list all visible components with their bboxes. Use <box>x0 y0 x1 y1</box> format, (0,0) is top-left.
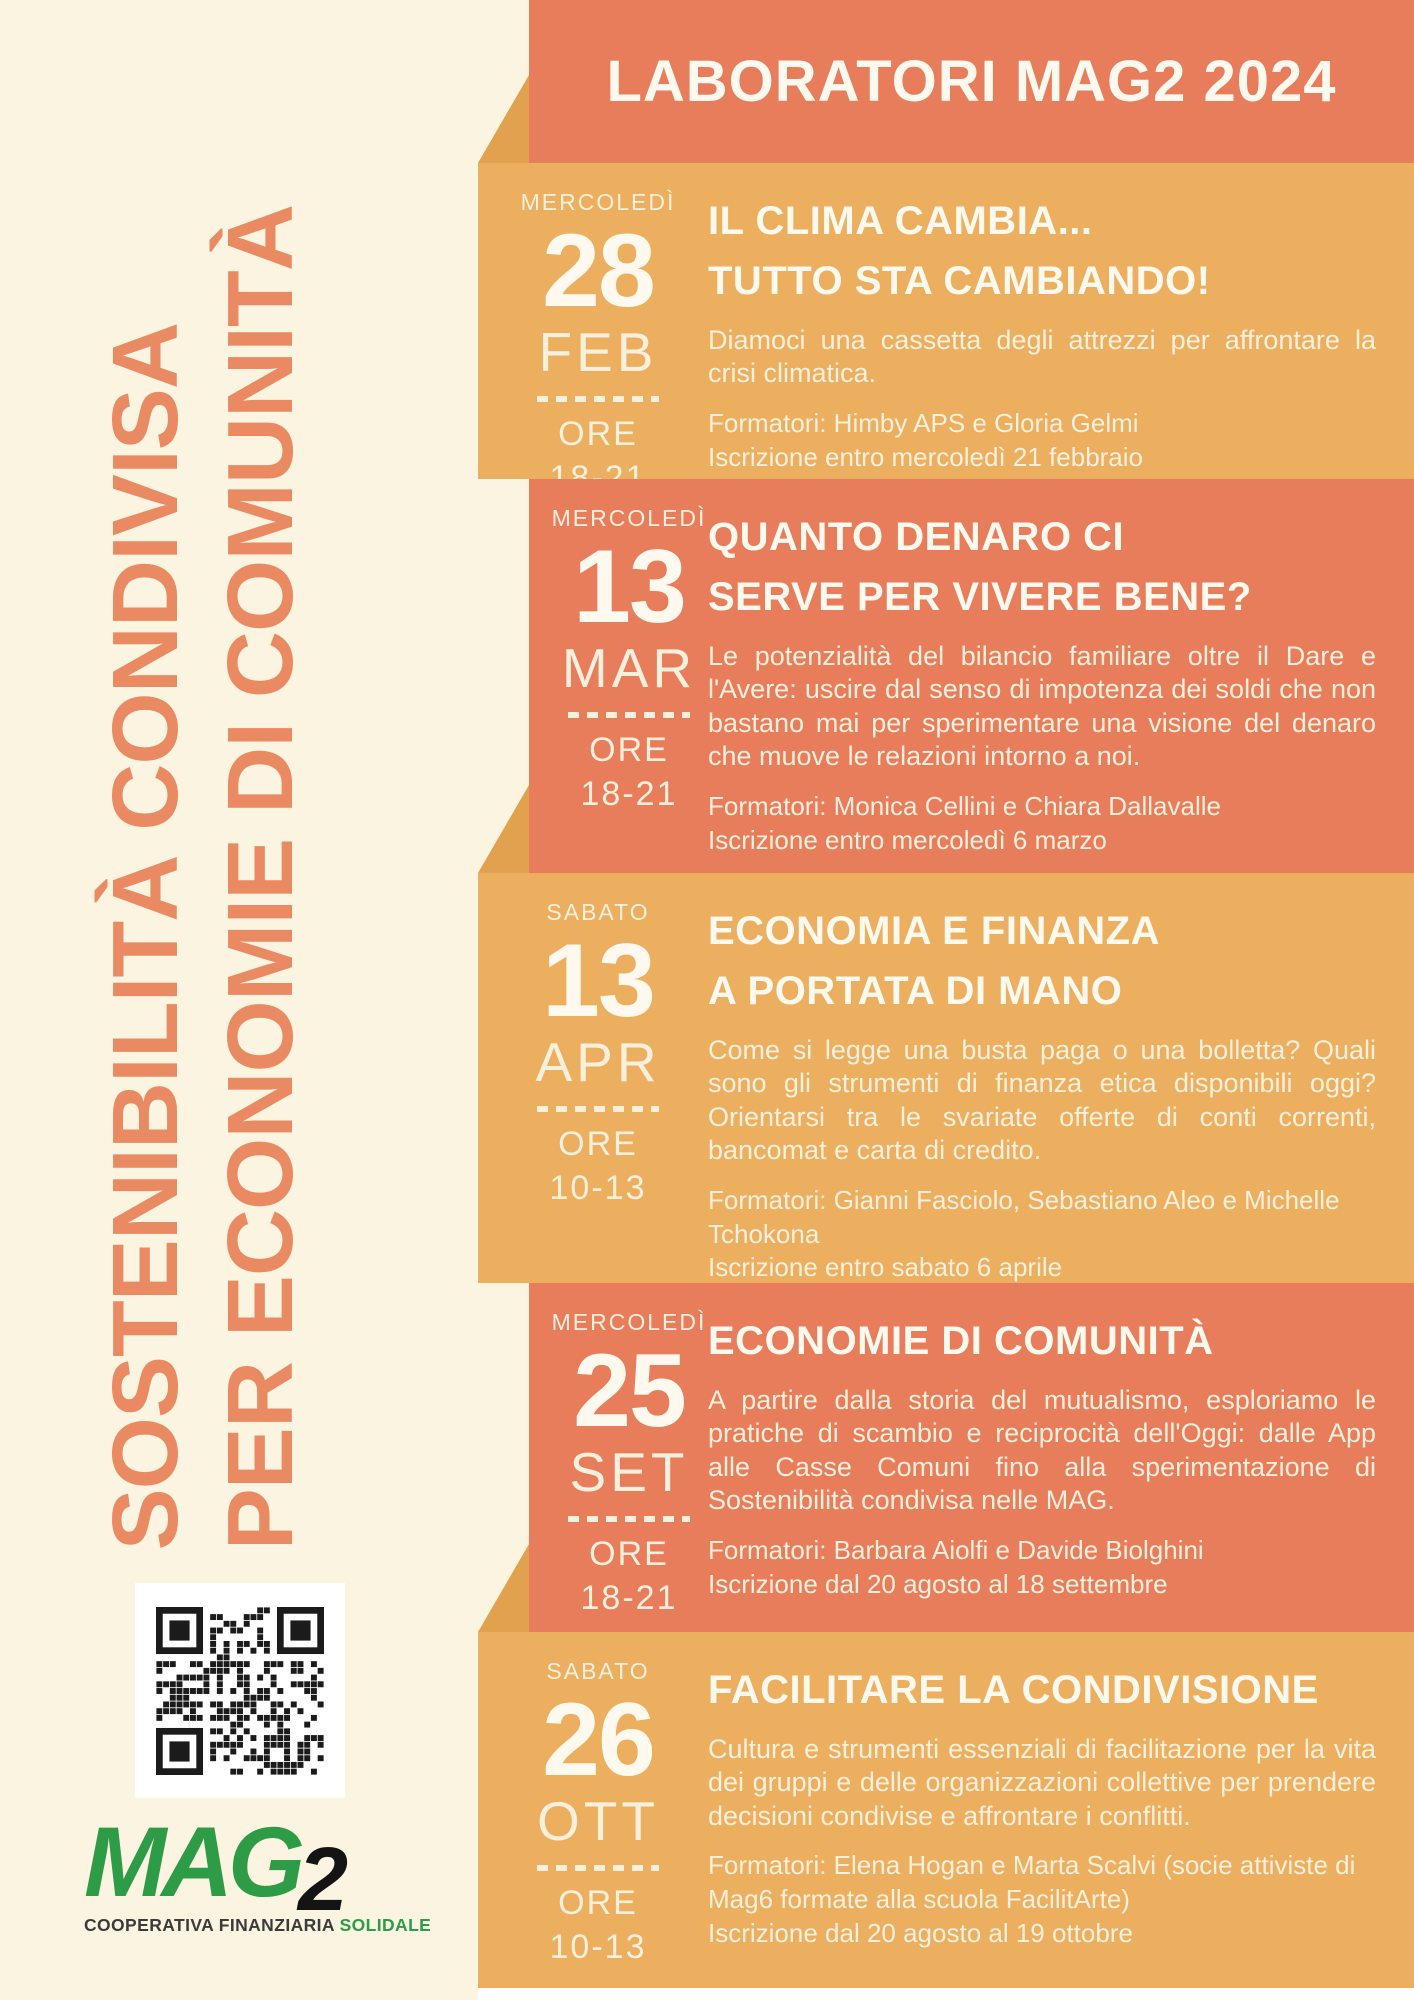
event-day-number: 13 <box>542 923 654 1039</box>
event-formatori: Formatori: Monica Cellini e Chiara Dallavalle <box>708 790 1221 821</box>
event-title-line2: TUTTO STA CAMBIANDO! <box>708 259 1211 303</box>
event-title-line2: A PORTATA DI MANO <box>708 969 1123 1013</box>
event-description: A partire dalla storia del mutualismo, esploriamo le pratiche di scambio e reciprocità dell'Oggi: dalle App alle Casse Comuni fino alla sperimentazione di Sostenibilità condivisa nelle MAG. <box>708 1385 1376 1516</box>
event-iscrizione: Iscrizione entro mercoledì 21 febbraio <box>708 441 1144 472</box>
event-day-label: MERCOLEDÌ <box>520 189 676 215</box>
event-block <box>478 1632 1414 1988</box>
event-time-prefix: ORE <box>558 414 638 453</box>
event-title <box>708 1311 1376 1371</box>
event-time-value: 18-21 <box>580 775 678 814</box>
vertical-headline <box>93 38 312 1550</box>
event-content <box>708 1660 1376 1951</box>
event-month: SET <box>569 1441 689 1504</box>
block-fold-wedge-icon <box>478 1544 529 1632</box>
dashed-divider <box>537 396 659 402</box>
event-content <box>708 1311 1376 1601</box>
event-day-label: SABATO <box>546 899 650 925</box>
event-iscrizione: Iscrizione entro mercoledì 6 marzo <box>708 824 1107 855</box>
event-day-label: SABATO <box>546 1658 650 1684</box>
event-iscrizione: Iscrizione dal 20 agosto al 18 settembre <box>708 1568 1168 1599</box>
event-formatori: Formatori: Himby APS e Gloria Gelmi <box>708 407 1139 438</box>
event-description: Diamoci una cassetta degli attrezzi per affrontare la crisi climatica. <box>708 325 1376 389</box>
event-day-label: MERCOLEDÌ <box>551 1309 707 1335</box>
event-title-line1: FACILITARE LA CONDIVISIONE <box>708 1668 1319 1712</box>
event-day-number: 13 <box>573 529 685 645</box>
qr-code-pattern <box>156 1607 324 1775</box>
event-description: Come si legge una busta paga o una bolletta? Quali sono gli strumenti di finanza etica disponibili oggi? Orientarsi tra le svariate offerte di conti correnti, bancomat e carta di credito. <box>708 1035 1376 1166</box>
mag2-logo-mag-text: MAG <box>84 1806 300 1917</box>
event-content <box>708 901 1376 1285</box>
event-month: FEB <box>538 321 658 384</box>
event-month: APR <box>535 1031 661 1094</box>
event-title-line1: QUANTO DENARO CI <box>708 515 1125 559</box>
event-month: OTT <box>537 1790 659 1853</box>
event-block <box>478 873 1414 1283</box>
dashed-divider <box>537 1106 659 1112</box>
tagline-dark-text: COOPERATIVA FINANZIARIA <box>84 1915 340 1935</box>
event-time-value: 10-13 <box>549 1169 647 1208</box>
event-date-panel <box>498 1658 698 1969</box>
bottom-white-strip <box>478 1988 1414 2000</box>
event-title-line1: ECONOMIE DI COMUNITÀ <box>708 1319 1214 1363</box>
event-block <box>478 163 1414 479</box>
event-iscrizione: Iscrizione entro sabato 6 aprile <box>708 1252 1063 1283</box>
event-title <box>708 507 1376 627</box>
event-date-panel <box>529 1309 729 1620</box>
event-title <box>708 191 1376 311</box>
qr-code <box>135 1583 345 1798</box>
event-month: MAR <box>561 637 697 700</box>
event-time-value: 18-21 <box>580 1579 678 1618</box>
event-time-value: 10-13 <box>549 1928 647 1967</box>
event-date-panel <box>498 899 698 1210</box>
event-day-number: 26 <box>542 1682 654 1798</box>
event-block <box>529 479 1414 873</box>
event-description: Le potenzialità del bilancio familiare oltre il Dare e l'Avere: uscire dal senso di impotenza dei soldi che non bastano mai per sperimentare una visione del denaro che muove le relazioni intorno a noi. <box>708 641 1376 772</box>
tagline-green-text: SOLIDALE <box>339 1915 432 1935</box>
event-formatori: Formatori: Barbara Aiolfi e Davide Biolghini <box>708 1534 1204 1565</box>
event-time-prefix: ORE <box>558 1124 638 1163</box>
dashed-divider <box>568 1516 690 1522</box>
event-time-prefix: ORE <box>558 1883 638 1922</box>
event-title <box>708 1660 1376 1720</box>
event-description: Cultura e strumenti essenziali di facilitazione per la vita dei gruppi e delle organizzazioni collettive per prendere decisioni condivise e affrontare i conflitti. <box>708 1734 1376 1831</box>
event-block <box>529 1283 1414 1632</box>
poster-header <box>529 0 1414 163</box>
event-date-panel <box>529 505 729 816</box>
mag2-logo-tagline <box>84 1915 432 1936</box>
event-content <box>708 507 1376 857</box>
poster-title: LABORATORI MAG2 2024 <box>606 49 1337 114</box>
event-title-line1: ECONOMIA E FINANZA <box>708 909 1160 953</box>
block-fold-wedge-icon <box>478 75 529 163</box>
vertical-headline-line2: PER ECONOMIE DI COMUNITÀ <box>207 204 312 1550</box>
event-time-prefix: ORE <box>589 1534 669 1573</box>
event-day-label: MERCOLEDÌ <box>551 505 707 531</box>
block-fold-wedge-icon <box>478 785 529 873</box>
event-day-number: 25 <box>573 1333 685 1449</box>
event-title <box>708 901 1376 1021</box>
event-date-panel <box>498 189 698 500</box>
event-formatori: Formatori: Elena Hogan e Marta Scalvi (socie attiviste di Mag6 formate alla scuola FacilitArte) <box>708 1850 1356 1915</box>
event-day-number: 28 <box>542 213 654 329</box>
event-title-line2: SERVE PER VIVERE BENE? <box>708 575 1252 619</box>
event-time-prefix: ORE <box>589 730 669 769</box>
event-content <box>708 191 1376 475</box>
dashed-divider <box>537 1865 659 1871</box>
dashed-divider <box>568 712 690 718</box>
event-formatori: Formatori: Gianni Fasciolo, Sebastiano Aleo e Michelle Tchokona <box>708 1184 1340 1249</box>
mag2-logo <box>84 1806 432 1936</box>
mag2-logo-two-text: 2 <box>297 1830 349 1930</box>
vertical-headline-line1: SOSTENIBILITÀ CONDIVISA <box>93 322 197 1550</box>
event-iscrizione: Iscrizione dal 20 agosto al 19 ottobre <box>708 1918 1133 1948</box>
event-title-line1: IL CLIMA CAMBIA... <box>708 199 1093 243</box>
